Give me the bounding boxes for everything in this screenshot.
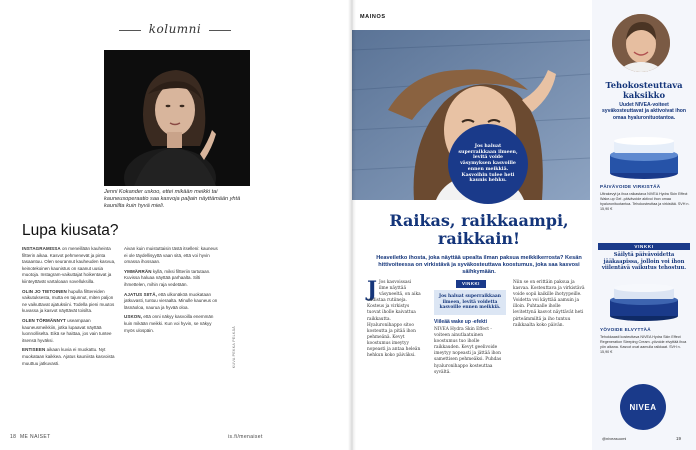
- model-portrait: [612, 14, 670, 72]
- sidebar-vinkki: VINKKI: [598, 243, 690, 250]
- product-sidebar: [592, 0, 696, 450]
- left-column-1: [22, 246, 119, 370]
- product2-label: YÖVOIDE ELVYTTÄÄ: [600, 327, 651, 332]
- page-number: 18 ME NAISET: [10, 434, 51, 440]
- sidebar-subtitle: Uudet NIVEA-voiteet syväkosteuttavat ja aktivoivat ihon omaa hyaluronituotantoa.: [601, 102, 687, 121]
- day-cream-jar: [600, 133, 688, 181]
- paragraph: OLEN TÖRMÄNNYT useampaan kauneusmeikkiin, jotka lupaavat näyttää luonnolliselta. Eikä se haittaa, jos vain tuntee itsensä hyväksi.: [22, 317, 112, 343]
- right-page: [352, 0, 696, 450]
- paragraph: YMMÄRRÄN kyllä, miksi filtteriin tartutaan. Kuvissa haluaa näyttää parhaalta. Silti ihmettelen, mihin raja vedetään.: [124, 268, 211, 287]
- paragraph: AJATUS SIITÄ, että ulkonäköä muokataan jatkuvasti, tuntuu vieraalta. Minulle kauneus on läsnäoloa, naurua ja hyvää oloa.: [124, 291, 218, 310]
- paragraph: NIVEA Hydra Skin Effect -voiteen ainutlaatuinen koostumus tuo iholle raikkauden. Kevyt geelivoide imeytyy nopeasti ja jättää ihon samettisen pehmeäksi. Puhdas hyaluronihappo kosteuttaa syvältä.: [434, 326, 502, 375]
- sidebar-vinkki-text: Säilytä päivävoidetta jääkaapissa, jolloin voi ihon viilentävä vaikutus tehostuu.: [601, 252, 687, 271]
- paragraph: Aivan kuin muistuttaisin tästä itselleni: kauneus ei ole täydellisyyttä vaan sitä, että voi hyvin omassa ihossaan.: [124, 246, 218, 265]
- paragraph: Niin se on erittäin paksua ja kasvaa. Kosteuttava ja virkistävä voide sopii kaikille ihotyypeille. Voidetta voi käyttää aamuin ja illoin. Puhtaalle iholle levitettynä kasvot näyttävät heti pirteämmiltä ja iho tuntuu raikkaalta koko päivän.: [513, 280, 585, 328]
- spine-shadow: [348, 0, 356, 450]
- photo-caption: Jenni Kokander uskoo, ettei mikään meikki tai kauneusoperaatio saa kasvoja paljain näyttämään yhtä kauniilta kuin hyvä mieli.: [104, 189, 241, 210]
- ad-label: MAINOS: [360, 14, 386, 20]
- product2-text: Tehokkaasti kosteuttava NIVEA Hydra Skin Effect Regeneration Sleeping Cream -yövoide elvyttää ihoa yön aikana. Kasvot ovat aamulla raikkaat. SVH n. 15,90 €: [600, 335, 687, 354]
- instagram-handle: @niveasuomi: [602, 436, 627, 441]
- paragraph: INSTAGRAMISSA on meneillään kauheinta filtterin aikaa. Kasvot pehmenevät ja pinta tasaantuu. Olen seurannut kauheuden kasvua, keinotekoinen kaunistus on saanut uusia muotoja. Instagram-vaikuttajat hoikentavat ja kiinteyttävät vartaloaan sovelluksilla.: [22, 246, 116, 284]
- ad-column-2: [434, 280, 506, 379]
- product1-text: Ultrakevyt ja ihoa raikastava NIVEA Hydra Skin Effect Wake-up Gel -päivävoide aktivoi ihon omaa hyaluronituotantoa. Tehokosteuttaa ja virkistää. SVH n. 15,90 €: [600, 192, 690, 211]
- product1-label: PÄIVÄVOIDE VIRKISTÄÄ: [600, 184, 661, 189]
- ad-column-1: [367, 276, 421, 362]
- page-number: 19: [676, 436, 682, 441]
- paragraph: J Jos kasvoissasi ilme näyttää väsyneeltä, on aika uudistaa rutiineja. Kosteus ja virkistys tuovat iholle kaivattua raikkautta. Hyaluronihappo sitoo kosteutta ja pitää ihon pehmeänä. Kevyt koostumus imeytyy nopeasti ja antaa heleän hehkun koko päiväksi.: [367, 276, 421, 359]
- paragraph: ENTISEEN aikaan kuvia ei muokattu. Nyt muokataan kaikkea. Ajatus kauniista kasvoista muuttuu jatkuvasti.: [22, 347, 115, 366]
- night-cream-jar: [600, 282, 688, 322]
- tip-badge: Jos haluat superraikkaan ilmeen, levitä voide väsymyksen kasvoille ennen meikkiä. Kasvoihin tulee heti kaunis hehku.: [448, 124, 528, 204]
- vinkki-tag: VINKKI: [456, 280, 486, 288]
- photo-credit: KUVA PEKKA PELKÄÄ: [232, 326, 236, 369]
- sidebar-title: Tehokosteuttava kaksikko: [605, 80, 683, 100]
- article-title: Lupa kiusata?: [22, 222, 119, 239]
- section-label: kolumni: [105, 22, 245, 36]
- vinkki-box: Jos haluat superraikkaan ilmeen, levitä voidetta kasvoille ennen meikkiä.: [434, 290, 506, 315]
- magazine-url: is.fi/menaiset: [228, 434, 263, 440]
- magazine-name: ME NAISET: [19, 434, 51, 440]
- ad-column-3: [513, 280, 585, 332]
- paragraph: OLIN JO TIETOINEN hupulla filttereiden vaikutuksesta, mutta en tajunnut, miten paljon ne vaikuttavat ajatuksiini. Todella pieni muutos kuvassa ja kasvot näyttävät toisilta.: [22, 288, 115, 314]
- ad-dek: Heaveiletko ihosta, joka näyttää upealta ilman paksua meikkikerrosta? Kesän hittivoiteessa on virkistävä ja syväkosteuttava koostumus, joka saa kasvosi säihkymään.: [376, 255, 582, 275]
- paragraph: USKON, että onni näkyy kasvoilla enemmän kuin mikään meikki. Kun voi hyvin, se näkyy myös ulospäin.: [124, 314, 214, 333]
- left-column-2: [124, 246, 221, 337]
- subhead: Viileää wake up -efekti: [434, 318, 487, 325]
- nivea-logo: NIVEA: [620, 384, 666, 430]
- ad-headline: Raikas, raikkaampi, raikkain!: [389, 211, 569, 248]
- portrait-photo: [104, 50, 250, 186]
